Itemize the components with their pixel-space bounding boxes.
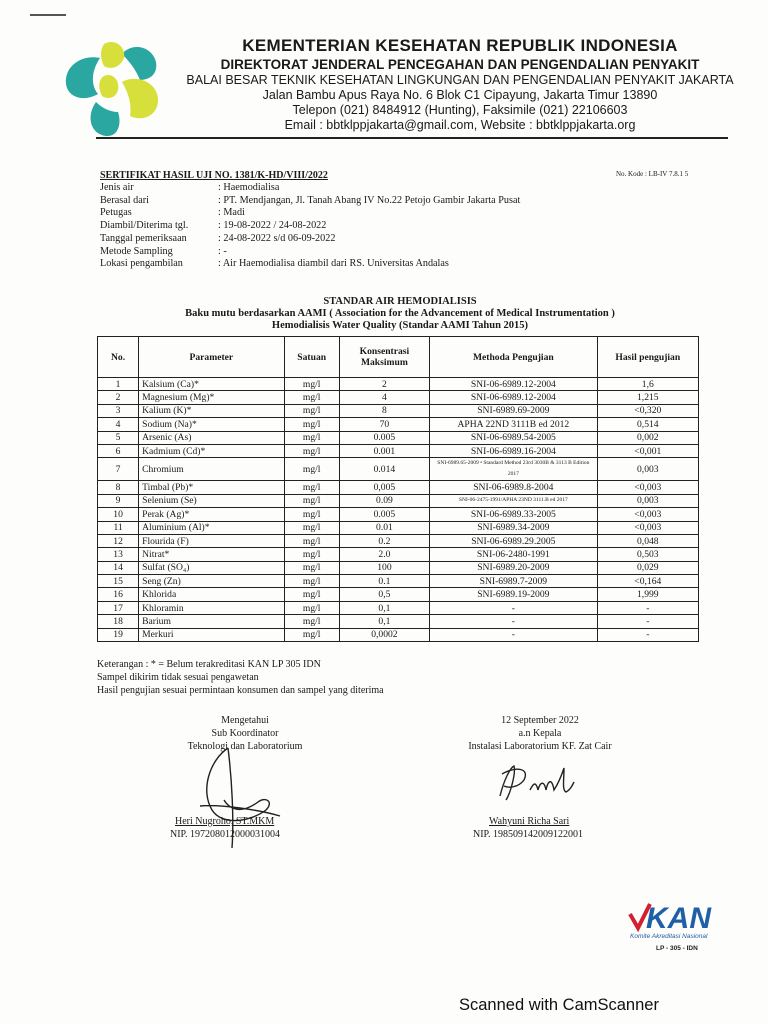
cell-result: 0,514 <box>597 418 698 431</box>
cell-max: 0,005 <box>339 481 429 494</box>
info-key: Metode Sampling <box>100 245 173 257</box>
signature-right-scribble <box>490 760 590 810</box>
logo-leaf-teal-right <box>122 47 156 80</box>
kan-logo-code: LP - 305 - IDN <box>656 945 698 952</box>
cell-parameter: Arsenic (As) <box>139 431 284 444</box>
signature-block-right <box>440 714 640 753</box>
cell-no: 9 <box>98 494 139 507</box>
sig-left-line1: Mengetahui <box>221 715 269 726</box>
directorate-name: DIREKTORAT JENDERAL PENCEGAHAN DAN PENGENDALIAN PENYAKIT <box>220 57 700 72</box>
certificate-title: SERTIFIKAT HASIL UJI NO. 1381/K-HD/VIII/2022 <box>100 170 328 181</box>
cell-max: 0.2 <box>339 534 429 547</box>
logo-leaf-teal-bottom <box>91 102 120 136</box>
cell-no: 6 <box>98 444 139 457</box>
logo-leaf-yellow-right <box>122 79 158 118</box>
cell-unit: mg/l <box>284 458 339 481</box>
cell-unit: mg/l <box>284 575 339 588</box>
cell-parameter: Sulfat (SO₄) <box>139 561 284 574</box>
cell-no: 19 <box>98 628 139 641</box>
cell-parameter: Selenium (Se) <box>139 494 284 507</box>
cell-no: 15 <box>98 575 139 588</box>
cell-parameter: Kalsium (Ca)* <box>139 378 284 391</box>
info-key: Diambil/Diterima tgl. <box>100 220 189 232</box>
col-header-unit: Satuan <box>284 337 339 378</box>
cell-max: 0.01 <box>339 521 429 534</box>
sig-right-line2: a.n Kepala <box>518 728 562 739</box>
cell-parameter: Perak (Ag)* <box>139 508 284 521</box>
info-key: Petugas <box>100 207 132 219</box>
info-row <box>100 258 520 271</box>
cell-result: 0,003 <box>597 458 698 481</box>
table-row <box>98 521 699 534</box>
cell-result: 0,029 <box>597 561 698 574</box>
cell-parameter: Nitrat* <box>139 548 284 561</box>
cell-max: 2.0 <box>339 548 429 561</box>
cell-method: SNI-06-6989.8-2004 <box>430 481 598 494</box>
cell-no: 13 <box>98 548 139 561</box>
cell-unit: mg/l <box>284 494 339 507</box>
results-table <box>97 336 699 642</box>
sig-left-line2: Sub Koordinator <box>211 728 279 739</box>
table-row <box>98 548 699 561</box>
cell-method: SNI-06-6989.29.2005 <box>430 534 598 547</box>
standard-basis: Baku mutu berdasarkan AAMI ( Association for the Advancement of Medical Instrumentation ) <box>185 308 615 319</box>
kan-accreditation-logo <box>626 896 741 954</box>
cell-max: 0,1 <box>339 615 429 628</box>
info-row <box>100 182 520 195</box>
cell-unit: mg/l <box>284 391 339 404</box>
cell-method: SNI-06-2475-1991/APHA 23ND 3111.B ed 2017 <box>430 494 598 507</box>
cell-result: 0,048 <box>597 534 698 547</box>
cell-result: 0,003 <box>597 494 698 507</box>
cell-result: <0,003 <box>597 521 698 534</box>
sig-right-name: Wahyuni Richa Sari <box>489 816 570 827</box>
logo-leaf-teal-left <box>66 57 100 98</box>
camscanner-watermark: Scanned with CamScanner <box>459 996 659 1014</box>
document-code: No. Kode : LB-IV 7.8.1 5 <box>616 170 689 178</box>
cell-no: 2 <box>98 391 139 404</box>
cell-parameter: Sodium (Na)* <box>139 418 284 431</box>
cell-result: - <box>597 601 698 614</box>
cell-method: SNI-06-6989.16-2004 <box>430 444 598 457</box>
info-row <box>100 246 520 259</box>
cell-unit: mg/l <box>284 561 339 574</box>
cell-no: 8 <box>98 481 139 494</box>
cell-no: 12 <box>98 534 139 547</box>
info-value: : Haemodialisa <box>218 182 280 193</box>
info-row <box>100 207 520 220</box>
cell-no: 11 <box>98 521 139 534</box>
kan-logo-sub: Komite Akreditasi Nasional <box>630 933 708 940</box>
cell-parameter: Magnesium (Mg)* <box>139 391 284 404</box>
info-row <box>100 220 520 233</box>
cell-unit: mg/l <box>284 615 339 628</box>
cell-method: SNI-6989.20-2009 <box>430 561 598 574</box>
table-row <box>98 601 699 614</box>
table-row <box>98 378 699 391</box>
cell-method: SNI-6989.69-2009 <box>430 404 598 417</box>
info-value: : Madi <box>218 207 245 219</box>
cell-unit: mg/l <box>284 404 339 417</box>
cell-no: 17 <box>98 601 139 614</box>
office-phone: Telepon (021) 8484912 (Hunting), Faksimile (021) 22106603 <box>292 103 628 117</box>
cell-unit: mg/l <box>284 601 339 614</box>
note-accreditation: Keterangan : * = Belum terakreditasi KAN LP 305 IDN <box>97 659 321 670</box>
info-value: : Air Haemodialisa diambil dari RS. Universitas Andalas <box>218 258 449 270</box>
cell-no: 5 <box>98 431 139 444</box>
scan-edge-mark <box>30 14 66 16</box>
cell-unit: mg/l <box>284 588 339 601</box>
cell-unit: mg/l <box>284 548 339 561</box>
table-row <box>98 534 699 547</box>
cell-no: 7 <box>98 458 139 481</box>
cell-max: 2 <box>339 378 429 391</box>
cell-result: 1,999 <box>597 588 698 601</box>
note-request: Hasil pengujian sesuai permintaan konsumen dan sampel yang diterima <box>97 685 384 696</box>
info-key: Lokasi pengambilan <box>100 258 183 270</box>
cell-max: 0,5 <box>339 588 429 601</box>
cell-no: 4 <box>98 418 139 431</box>
cell-result: 0,503 <box>597 548 698 561</box>
table-row <box>98 575 699 588</box>
table-row <box>98 628 699 641</box>
cell-result: - <box>597 628 698 641</box>
cell-method: SNI-06-2480-1991 <box>430 548 598 561</box>
cell-parameter: Kadmium (Cd)* <box>139 444 284 457</box>
info-value: : 24-08-2022 s/d 06-09-2022 <box>218 232 336 244</box>
cell-result: <0,320 <box>597 404 698 417</box>
cell-result: <0,164 <box>597 575 698 588</box>
logo-leaf-yellow-center <box>99 75 118 98</box>
cell-no: 16 <box>98 588 139 601</box>
letterhead <box>170 36 750 132</box>
cell-unit: mg/l <box>284 508 339 521</box>
cell-parameter: Seng (Zn) <box>139 575 284 588</box>
cell-method: APHA 22ND 3111B ed 2012 <box>430 418 598 431</box>
table-row <box>98 481 699 494</box>
col-header-method: Methoda Pengujian <box>430 337 598 378</box>
table-row <box>98 404 699 417</box>
cell-result: 1,215 <box>597 391 698 404</box>
cell-parameter: Timbal (Pb)* <box>139 481 284 494</box>
cell-max: 0.09 <box>339 494 429 507</box>
table-row <box>98 494 699 507</box>
kan-logo-text: KAN <box>646 902 711 935</box>
standard-subtitle: Hemodialisis Water Quality (Standar AAMI Tahun 2015) <box>271 320 529 331</box>
office-address: Jalan Bambu Apus Raya No. 6 Blok C1 Cipayung, Jakarta Timur 13890 <box>262 88 658 102</box>
cell-result: 1,6 <box>597 378 698 391</box>
cell-parameter: Chromium <box>139 458 284 481</box>
cell-unit: mg/l <box>284 431 339 444</box>
cell-unit: mg/l <box>284 444 339 457</box>
info-value: : 19-08-2022 / 24-08-2022 <box>218 220 327 232</box>
office-name: BALAI BESAR TEKNIK KESEHATAN LINGKUNGAN DAN PENGENDALIAN PENYAKIT JAKARTA <box>186 73 734 87</box>
col-header-parameter: Parameter <box>139 337 284 378</box>
cell-unit: mg/l <box>284 481 339 494</box>
cell-unit: mg/l <box>284 418 339 431</box>
notes <box>97 658 384 697</box>
sample-info <box>100 182 520 271</box>
info-row <box>100 233 520 246</box>
col-header-result: Hasil pengujian <box>597 337 698 378</box>
cell-parameter: Kalium (K)* <box>139 404 284 417</box>
table-row <box>98 458 699 481</box>
sig-left-line3: Teknologi dan Laboratorium <box>187 741 303 752</box>
cell-parameter: Aluminium (Al)* <box>139 521 284 534</box>
cell-max: 0.014 <box>339 458 429 481</box>
cell-result: - <box>597 615 698 628</box>
cell-max: 0,1 <box>339 601 429 614</box>
info-value: : PT. Mendjangan, Jl. Tanah Abang IV No.22 Petojo Gambir Jakarta Pusat <box>218 194 521 206</box>
standard-heading <box>100 296 700 332</box>
cell-unit: mg/l <box>284 521 339 534</box>
cell-method: - <box>430 601 598 614</box>
table-row <box>98 588 699 601</box>
ministry-logo <box>60 36 165 141</box>
cell-parameter: Barium <box>139 615 284 628</box>
cell-parameter: Flourida (F) <box>139 534 284 547</box>
cell-max: 0.005 <box>339 508 429 521</box>
table-row <box>98 508 699 521</box>
cell-no: 3 <box>98 404 139 417</box>
sig-right-nip: NIP. 198509142009122001 <box>473 829 584 840</box>
table-row <box>98 444 699 457</box>
cell-max: 0.001 <box>339 444 429 457</box>
info-value: : - <box>218 245 227 257</box>
info-key: Jenis air <box>100 182 134 193</box>
ministry-name: KEMENTERIAN KESEHATAN REPUBLIK INDONESIA <box>242 36 678 55</box>
table-row <box>98 561 699 574</box>
office-email: Email : bbtklppjakarta@gmail.com, Website : bbtklppjakarta.org <box>284 118 636 132</box>
cell-unit: mg/l <box>284 378 339 391</box>
table-row <box>98 391 699 404</box>
cell-parameter: Merkuri <box>139 628 284 641</box>
cell-unit: mg/l <box>284 534 339 547</box>
cell-result: <0,001 <box>597 444 698 457</box>
cell-max: 4 <box>339 391 429 404</box>
cell-unit: mg/l <box>284 628 339 641</box>
table-row <box>98 615 699 628</box>
cell-method: SNI-06-6989.54-2005 <box>430 431 598 444</box>
cell-result: <0,003 <box>597 508 698 521</box>
cell-method: SNI-06-6989.12-2004 <box>430 391 598 404</box>
col-header-no: No. <box>98 337 139 378</box>
cell-method: - <box>430 615 598 628</box>
info-key: Tanggal pemeriksaan <box>100 232 187 244</box>
info-key: Berasal dari <box>100 194 149 206</box>
cell-no: 14 <box>98 561 139 574</box>
cell-method: SNI-06-6989.33-2005 <box>430 508 598 521</box>
col-header-max: Konsentrasi Maksimum <box>339 337 429 378</box>
sig-left-name: Heri Nugroho, ST.MKM <box>175 816 275 827</box>
cell-no: 1 <box>98 378 139 391</box>
cell-result: <0,003 <box>597 481 698 494</box>
cell-max: 0.1 <box>339 575 429 588</box>
cell-result: 0,002 <box>597 431 698 444</box>
cell-method: SNI-6989.19-2009 <box>430 588 598 601</box>
table-header-row <box>98 337 699 378</box>
logo-leaf-yellow-top <box>101 42 124 68</box>
cell-method: SNI-6989.65-2009 • Standard Method 23rd 3030B & 3113 B Edition 2017 <box>430 458 598 481</box>
letterhead-divider <box>96 137 728 139</box>
cell-method: - <box>430 628 598 641</box>
cell-no: 10 <box>98 508 139 521</box>
standard-title: STANDAR AIR HEMODIALISIS <box>323 296 477 307</box>
cell-parameter: Khlorida <box>139 588 284 601</box>
info-row <box>100 195 520 208</box>
cell-method: SNI-06-6989.12-2004 <box>430 378 598 391</box>
cell-parameter: Khloramin <box>139 601 284 614</box>
sig-left-nip: NIP. 197208012000031004 <box>170 829 281 840</box>
cell-max: 100 <box>339 561 429 574</box>
cell-max: 0.005 <box>339 431 429 444</box>
cell-max: 0,0002 <box>339 628 429 641</box>
note-preservation: Sampel dikirim tidak sesuai pengawetan <box>97 672 259 683</box>
table-row <box>98 431 699 444</box>
cell-max: 70 <box>339 418 429 431</box>
cell-max: 8 <box>339 404 429 417</box>
sig-right-date: 12 September 2022 <box>501 715 579 726</box>
sig-right-line3: Instalasi Laboratorium KF. Zat Cair <box>468 741 612 752</box>
cell-no: 18 <box>98 615 139 628</box>
cell-method: SNI-6989.7-2009 <box>430 575 598 588</box>
table-row <box>98 418 699 431</box>
cell-method: SNI-6989.34-2009 <box>430 521 598 534</box>
